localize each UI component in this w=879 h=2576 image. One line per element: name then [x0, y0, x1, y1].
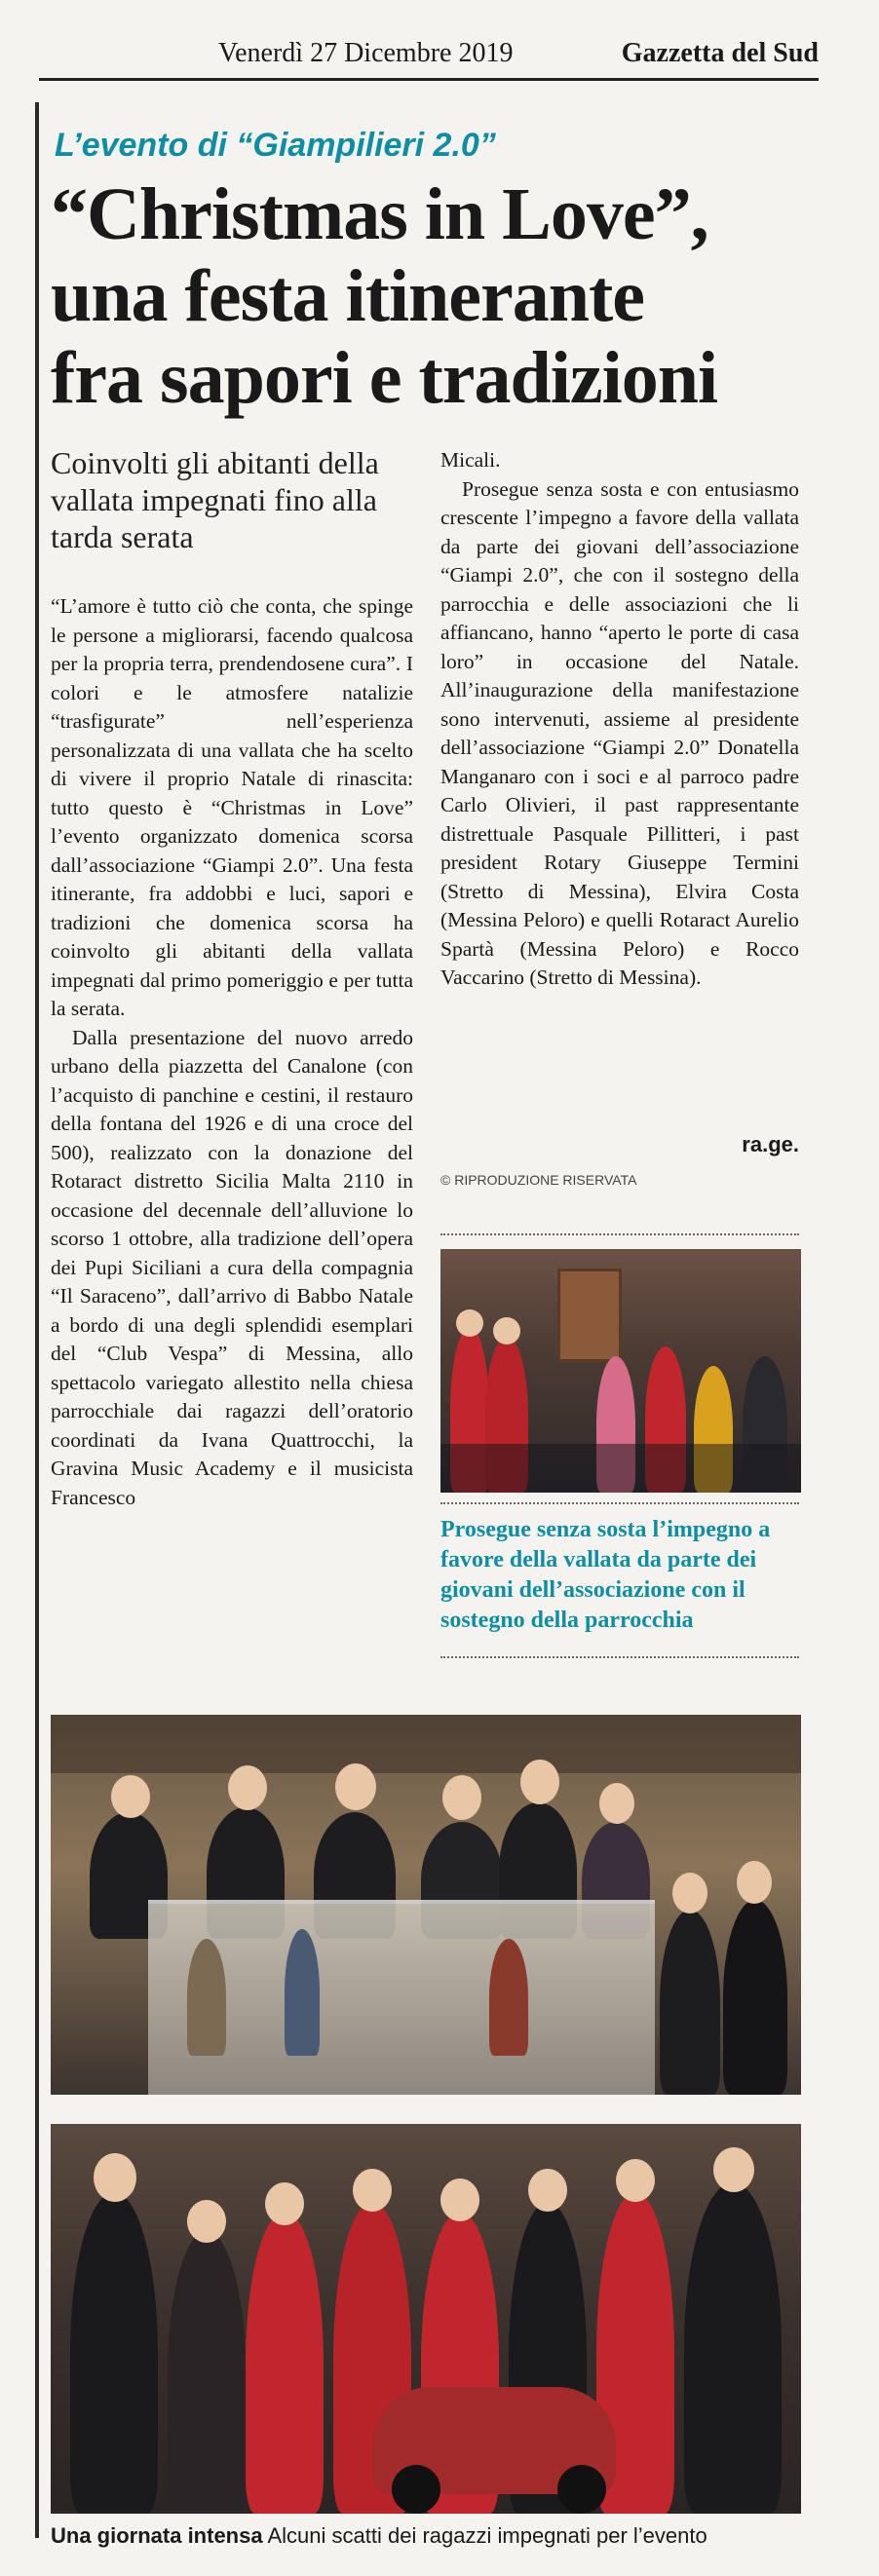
santa-head [493, 1317, 520, 1345]
puppet-figure [285, 1929, 320, 2056]
masthead [39, 29, 819, 81]
santa-head [616, 2159, 655, 2202]
person-head [520, 1760, 559, 1804]
puppet-figure [187, 1939, 226, 2056]
person-head [737, 1861, 772, 1904]
person-head [528, 2169, 567, 2212]
dotted-divider [440, 1656, 799, 1658]
headline-line: una festa itinerante [51, 255, 645, 337]
caption-text: Alcuni scatti dei ragazzi impegnati per l’evento [267, 2523, 707, 2548]
headline-line: “Christmas in Love”, [51, 173, 708, 255]
body-paragraph: Micali. [440, 448, 501, 472]
crowd-shadow [440, 1444, 801, 1493]
article-column-right [440, 446, 799, 993]
headline-line: fra sapori e tradizioni [51, 337, 718, 419]
santa-head [353, 2169, 392, 2212]
article-subhead: Coinvolti gli abitanti della vallata impegnati fino alla tarda serata [51, 445, 379, 554]
person-head [335, 1763, 376, 1810]
santa-head [440, 2178, 479, 2221]
person-head [111, 1775, 150, 1818]
santa-figure [246, 2212, 324, 2514]
person-head [713, 2147, 754, 2192]
santa-head [456, 1309, 483, 1337]
photo-santas-street [440, 1249, 801, 1493]
person-figure [723, 1900, 787, 2095]
person-head [442, 1775, 481, 1820]
person-head [187, 2200, 226, 2243]
vespa-wheel [392, 2465, 440, 2514]
body-paragraph: Dalla presentazione del nuovo arredo urbano della piazzetta del Canalone (con l’acquisto di panchine e cestini, il restauro della fontana del 1926 e di una croce del 500), realizzato con la donazione del Rotaract distretto Sicilia Malta 2110 in occasione del decennale dell’alluvione lo scorso 1 ottobre, alla tradizione dell’opera dei Pupi Siciliani a cura della compagnia “Il Saraceno”, dall’arrivo di Babbo Natale a bordo di una degli splendidi esemplari del “Club Vespa” di Messina, allo spettacolo variegato allestito nella chiesa parrocchiale dai ragazzi dell’oratorio coordinati da Ivana Quattrocchi, la Gravina Music Academy e il musicista Francesco [51, 1025, 413, 1509]
newspaper-name: Gazzetta del Sud [621, 38, 819, 68]
person-head [94, 2153, 136, 2202]
person-figure [684, 2182, 782, 2514]
vespa-wheel [557, 2465, 606, 2514]
photo-caption-bottom [51, 2523, 821, 2549]
dotted-divider [440, 1502, 799, 1504]
copyright-notice: © RIPRODUZIONE RISERVATA [440, 1172, 637, 1188]
article-kicker: L’evento di “Giampilieri 2.0” [55, 127, 496, 164]
santa-head [265, 2182, 304, 2225]
person-head [672, 1873, 707, 1913]
photo-santas-vespa [51, 2124, 801, 2514]
left-border-rule [35, 102, 39, 2538]
issue-date: Venerdì 27 Dicembre 2019 [218, 38, 514, 68]
body-paragraph: “L’amore è tutto ciò che conta, che spinge le persone a migliorarsi, facendo qualcosa per la propria terra, prendendosene cura”. I colori e le atmosfere natalizie “trasfigurate” nell’esperienza personalizzata di una vallata che ha scelto di vivere il proprio Natale di rinascita: tutto questo è “Christmas in Love” l’evento organizzato domenica scorsa dall’associazione “Giampi 2.0”. Una festa itinerante, fra addobbi e luci, sapori e tradizioni che domenica scorsa ha coinvolto gli abitanti della vallata impegnati dal primo pomeriggio e per tutta la serata. [51, 594, 413, 1020]
person-figure [168, 2231, 246, 2514]
body-paragraph: Prosegue senza sosta e con entusiasmo crescente l’impegno a favore della vallata da parte dei giovani dell’associazione “Giampi 2.0”, che con il sostegno della parrocchia e delle associazioni che li affiancano, hanno “aperto le porte di casa loro” in occasione del Natale. All’inaugurazione della manifestazione sono intervenuti, assieme al presidente dell’associazione “Giampi 2.0” Donatella Manganaro con i soci e al parroco padre Carlo Olivieri, il past rappresentante distrettuale Pasquale Pillitteri, i past president Rotary Giuseppe Termini (Stretto di Messina), Elvira Costa (Messina Peloro) e quelli Rotaract Aurelio Spartà (Messina Peloro) e Rocco Vaccarino (Stretto di Messina). [440, 476, 799, 989]
church-door [557, 1269, 622, 1362]
church-arch [51, 1715, 801, 1773]
person-figure [660, 1910, 720, 2095]
dotted-divider [440, 1233, 799, 1235]
person-figure [70, 2192, 158, 2514]
author-signature: ra.ge. [742, 1132, 799, 1156]
puppet-figure [489, 1939, 528, 2056]
article-headline [51, 173, 821, 419]
photo-caption-side: Prosegue senza sosta l’impegno a favore della vallata da parte dei giovani dell’associazione con il sostegno della parrocchia [440, 1517, 771, 1633]
article-column-left [51, 592, 413, 1512]
person-head [228, 1765, 267, 1810]
person-head [599, 1783, 634, 1824]
caption-bold: Una giornata intensa [51, 2523, 263, 2548]
photo-puppet-theatre [51, 1715, 801, 2095]
